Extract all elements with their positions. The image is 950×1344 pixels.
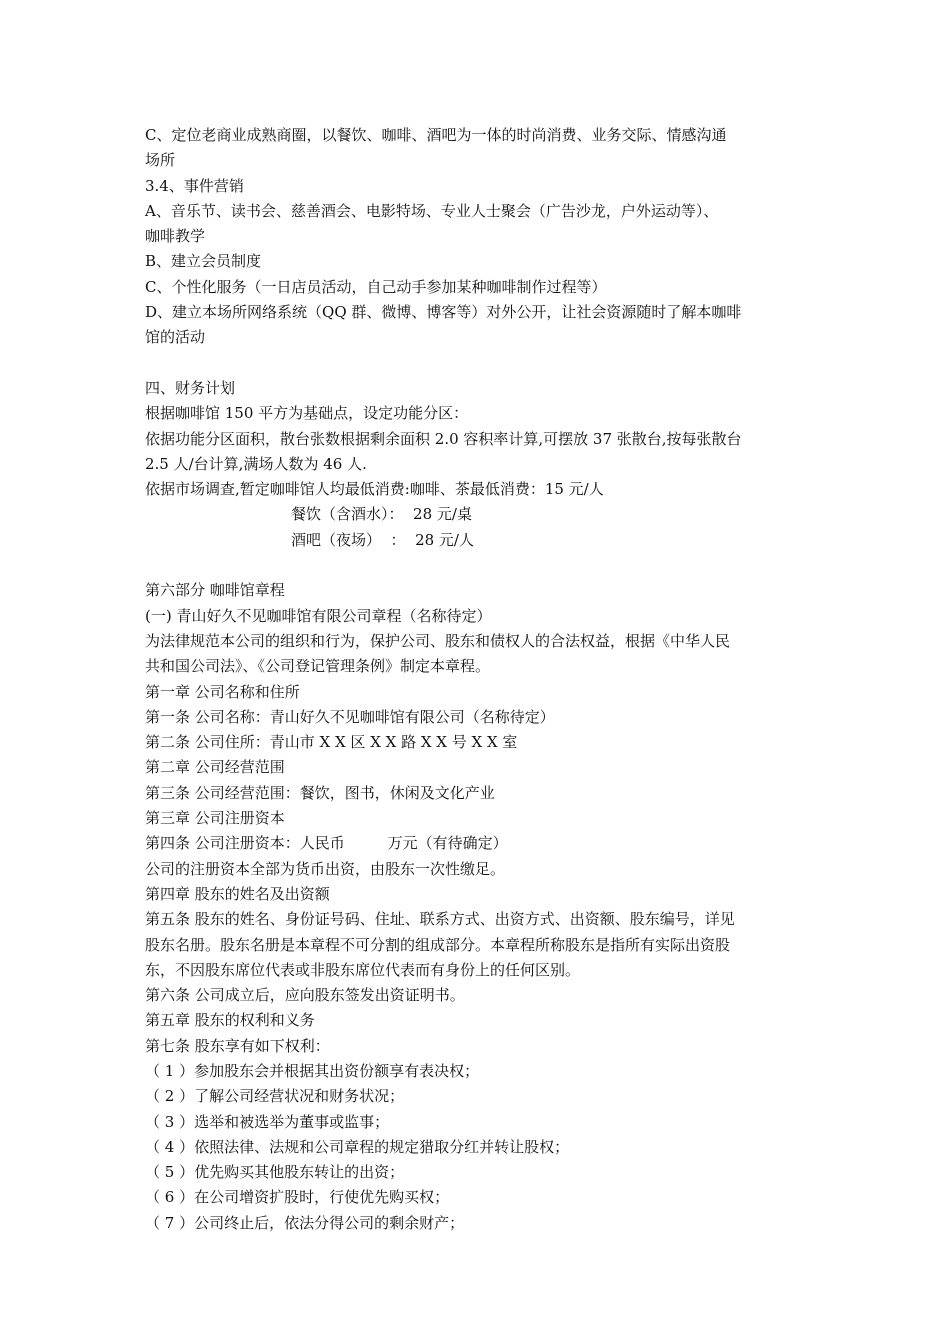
- article-line: 第六条 公司成立后，应向股东签发出资证明书。: [145, 986, 465, 1005]
- chapter-heading: 第五章 股东的权利和义务: [145, 1011, 315, 1030]
- text-line: 为法律规范本公司的组织和行为，保护公司、股东和债权人的合法权益，根据《中华人民: [145, 631, 731, 650]
- blank-line: [145, 351, 810, 376]
- text-line: C、定位老商业成熟商圈，以餐饮、咖啡、酒吧为一体的时尚消费、业务交际、情感沟通: [145, 126, 727, 144]
- text-line: 依据市场调查,暂定咖啡馆人均最低消费:咖啡、茶最低消费：15 元/人: [145, 480, 604, 499]
- text-line: 2.5 人/台计算,满场人数为 46 人.: [145, 454, 367, 473]
- text-line: C、个性化服务（一日店员活动，自己动手参加某种咖啡制作过程等）: [145, 277, 607, 296]
- list-item: （ 5 ）优先购买其他股东转让的出资；: [145, 1163, 405, 1182]
- list-item: （ 7 ）公司终止后，依法分得公司的剩余财产；: [145, 1213, 465, 1232]
- text-line: 馆的活动: [145, 328, 206, 347]
- list-item: （ 4 ）依照法律、法规和公司章程的规定猎取分红并转让股权；: [145, 1137, 570, 1156]
- section-heading: 第六部分 咖啡馆章程: [145, 581, 285, 600]
- list-item: （ 2 ）了解公司经营状况和财务状况；: [145, 1087, 405, 1106]
- text-line: 根据咖啡馆 150 平方为基础点，设定功能分区：: [145, 404, 469, 423]
- list-item: （ 3 ）选举和被选举为董事或监事；: [145, 1112, 390, 1131]
- price-line: 酒吧（夜场） ： 28 元/人: [291, 530, 474, 549]
- list-item: （ 6 ）在公司增资扩股时，行使优先购买权；: [145, 1188, 450, 1207]
- document-page: [145, 123, 810, 1236]
- text-line: 东，不因股东席位代表或非股东席位代表而有身份上的任何区别。: [145, 960, 581, 979]
- chapter-heading: 第二章 公司经营范围: [145, 758, 285, 777]
- article-line: 第五条 股东的姓名、身份证号码、住址、联系方式、出资方式、出资额、股东编号，详见: [145, 910, 735, 929]
- list-item: （ 1 ）参加股东会并根据其出资份额享有表决权；: [145, 1061, 480, 1080]
- article-line: 第七条 股东享有如下权利：: [145, 1036, 330, 1055]
- text-line: 场所: [145, 151, 176, 170]
- article-line: 第三条 公司经营范围：餐饮，图书，休闲及文化产业: [145, 783, 495, 802]
- chapter-heading: 第一章 公司名称和住所: [145, 682, 300, 701]
- text-line: 公司的注册资本全部为货币出资，由股东一次性缴足。: [145, 859, 506, 878]
- chapter-heading: 第三章 公司注册资本: [145, 809, 285, 828]
- text-line: B、建立会员制度: [145, 252, 262, 271]
- text-line: 依据功能分区面积，散台张数根据剩余面积 2.0 容积率计算,可摆放 37 张散台,按每张散台: [145, 429, 742, 448]
- blank-line: [145, 553, 810, 578]
- price-line: 餐饮（含酒水）： 28 元/桌: [291, 505, 472, 524]
- text-line: 咖啡教学: [145, 227, 206, 246]
- article-line: 第二条 公司住所：青山市 X X 区 X X 路 X X 号 X X 室: [145, 733, 518, 752]
- text-line: 股东名册。股东名册是本章程不可分割的组成部分。本章程所称股东是指所有实际出资股: [145, 935, 731, 954]
- chapter-heading: 第四章 股东的姓名及出资额: [145, 884, 330, 903]
- text-line: D、建立本场所网络系统（QQ 群、微博、博客等）对外公开，让社会资源随时了解本咖啡: [145, 303, 742, 322]
- section-heading: 3.4、事件营销: [145, 176, 244, 195]
- article-line: 第四条 公司注册资本：人民币 万元（有待确定）: [145, 834, 508, 853]
- text-line: (一) 青山好久不见咖啡馆有限公司章程（名称待定）: [145, 606, 492, 625]
- text-line: 共和国公司法》、《公司登记管理条例》制定本章程。: [145, 657, 491, 676]
- article-line: 第一条 公司名称：青山好久不见咖啡馆有限公司（名称待定）: [145, 707, 555, 726]
- text-line: A、音乐节、读书会、慈善酒会、电影特场、专业人士聚会（广告沙龙，户外运动等）、: [145, 201, 719, 220]
- section-heading: 四、财务计划: [145, 378, 236, 397]
